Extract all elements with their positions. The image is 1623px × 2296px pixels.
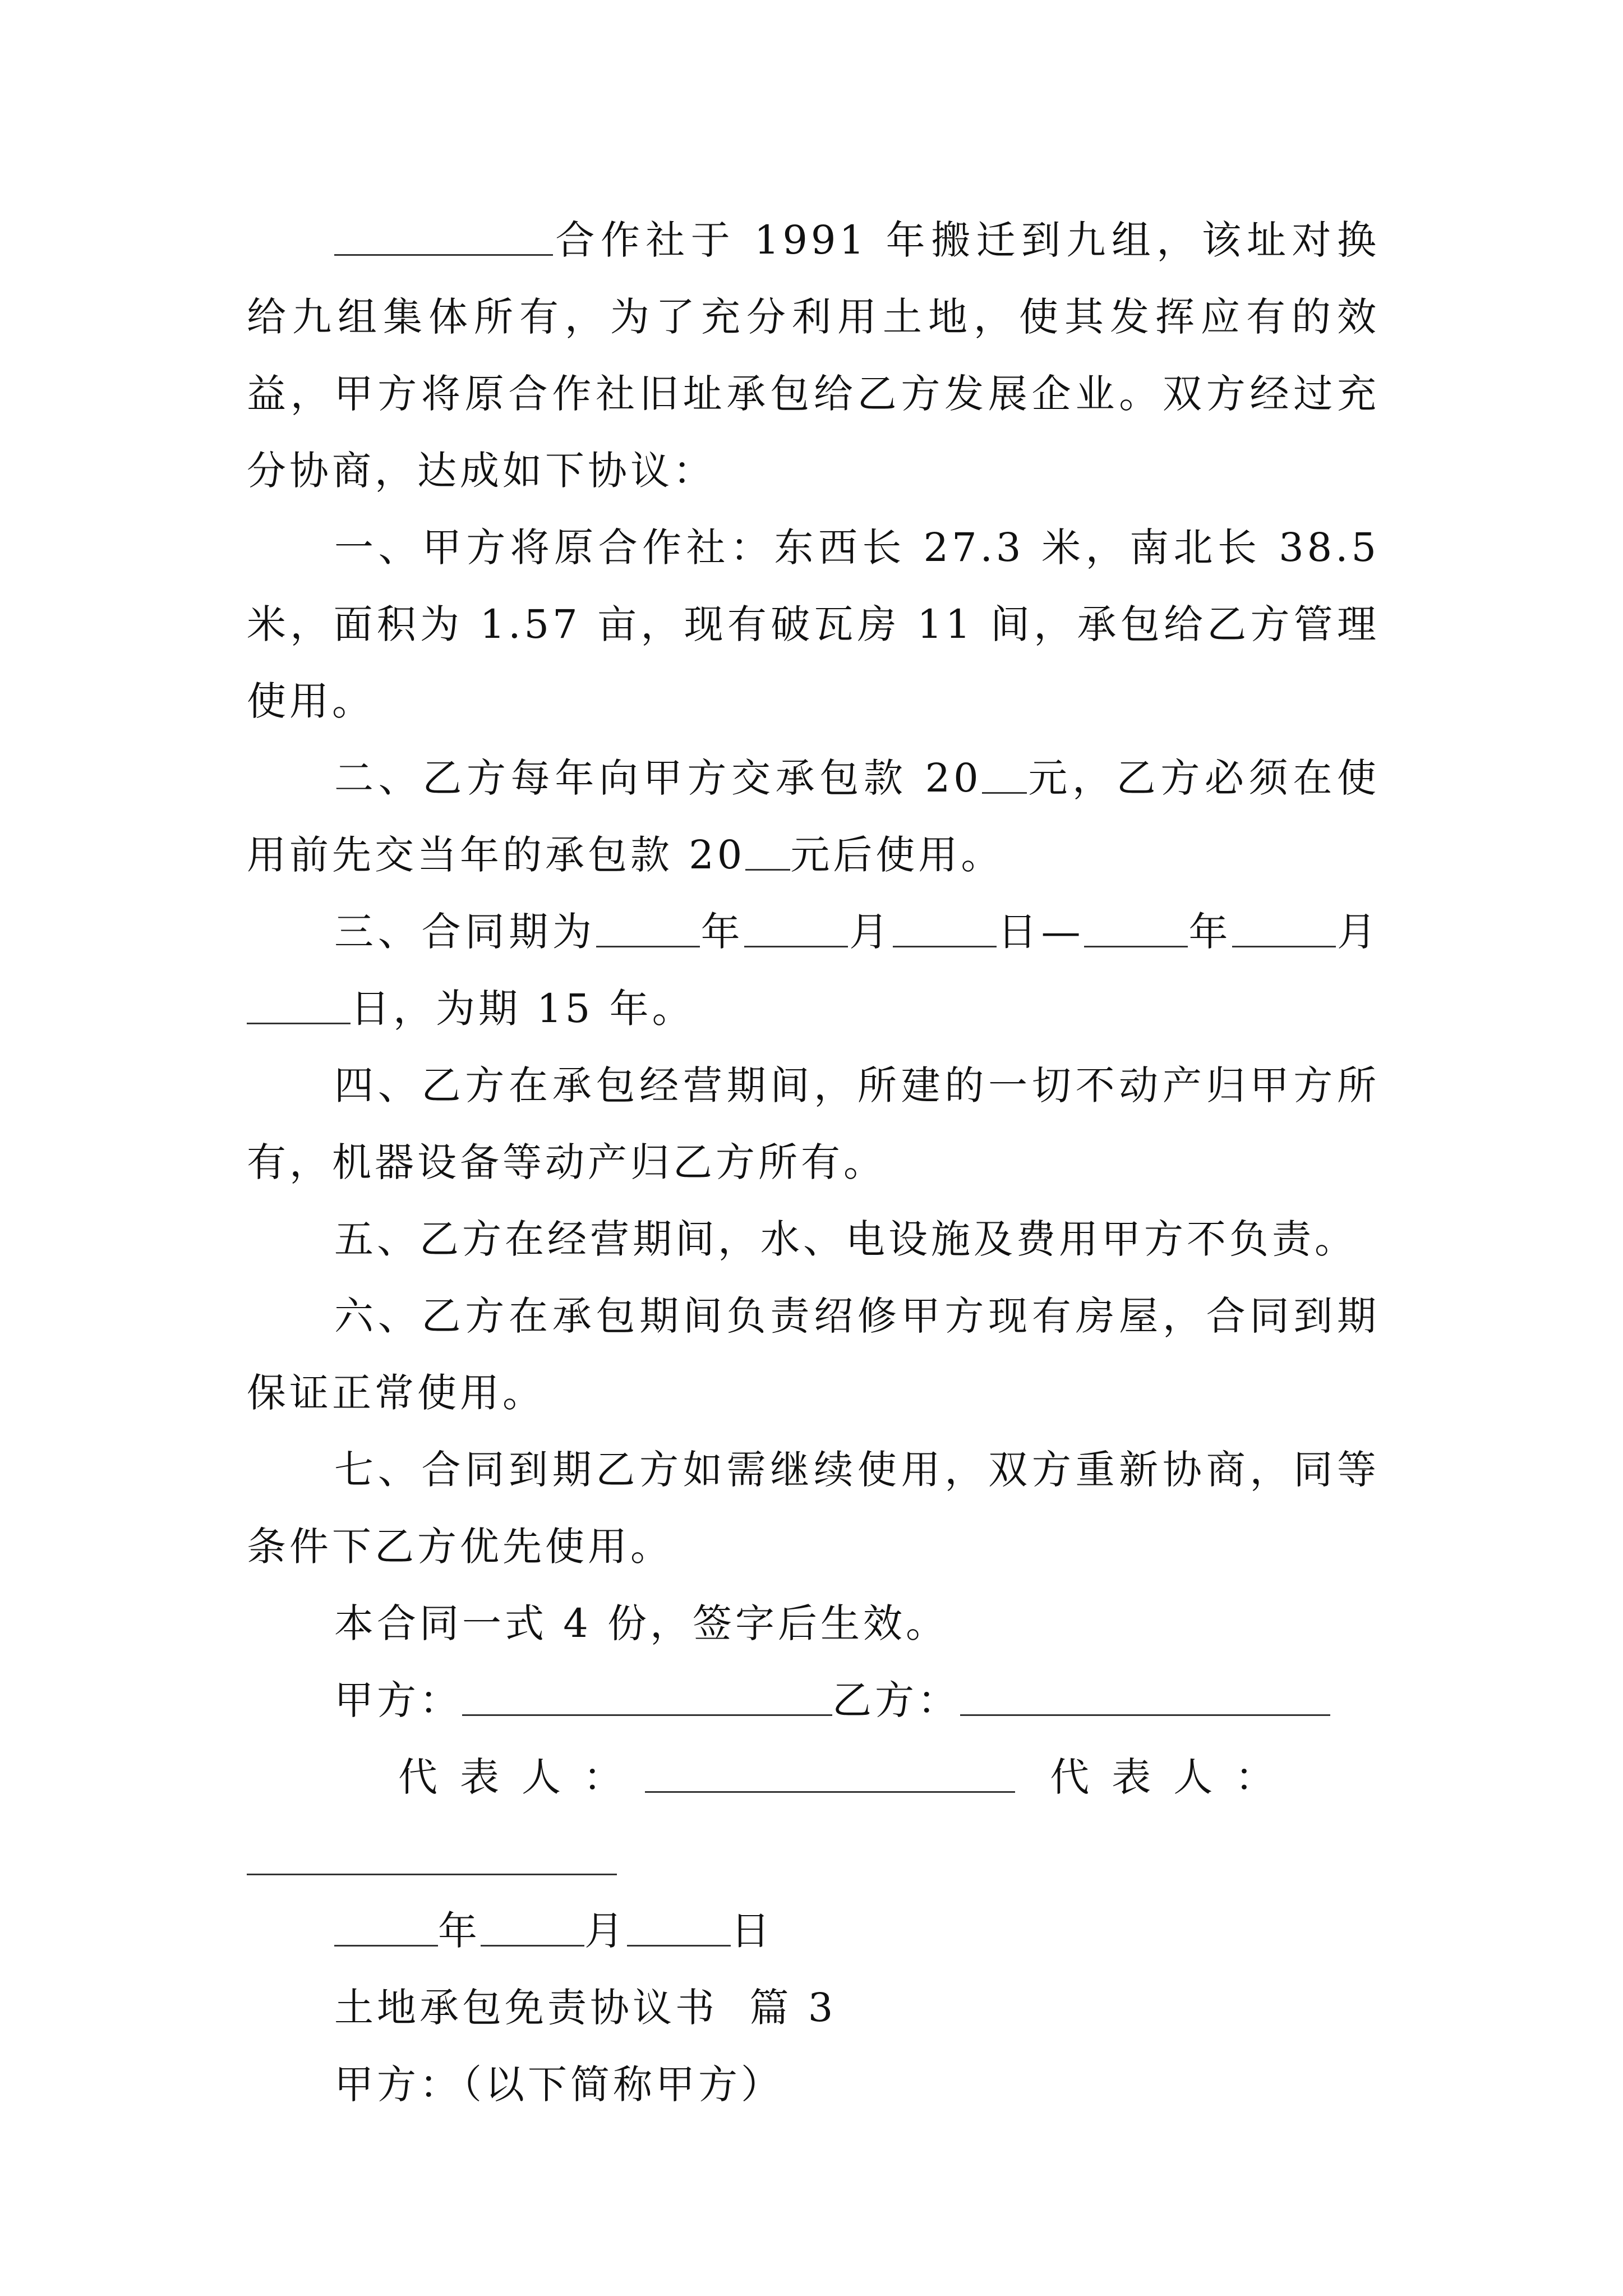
party-a-label: 甲方： (334, 1677, 462, 1723)
start-month-blank (744, 910, 848, 947)
intro-text: 合作社于 1991 年搬迁到九组，该址对换给九组集体所有，为了充分利用土地，使其发挥应有的效益，甲方将原合作社旧址承包给乙方发展企业。双方经过充分协商，达成如下协议： (247, 217, 1380, 494)
party-b-rep-blank (247, 1838, 617, 1875)
sign-month-label: 月 (584, 1908, 627, 1954)
start-day-blank (893, 910, 997, 947)
representative-row (247, 1739, 1380, 1816)
sign-day-blank (627, 1910, 731, 1947)
party-b-label: 乙方： (832, 1677, 960, 1723)
clause-2-part-b: 元，乙方必须在使用前先交当年的承包款 20 (247, 755, 1380, 878)
party-a-blank (462, 1679, 832, 1716)
clause-7: 七、合同到期乙方如需继续使用，双方重新协商，同等条件下乙方优先使用。 (247, 1447, 1380, 1570)
clause-3-label: 三、合同期为 (334, 909, 596, 955)
end-month-blank-a (1232, 910, 1336, 947)
party-a-rep-blank (645, 1756, 1015, 1793)
clause-2 (247, 740, 1380, 894)
document-body (247, 202, 1380, 2123)
party-b-rep-line (247, 1816, 1380, 1893)
sign-day-label: 日 (731, 1908, 773, 1954)
clause-6: 六、乙方在承包期间负责绍修甲方现有房屋，合同到期保证正常使用。 (247, 1293, 1380, 1416)
clause-1: 一、甲方将原合作社：东西长 27.3 米，南北长 38.5 米，面积为 1.57 亩，现有破瓦房 11 间，承包给乙方管理使用。 (247, 524, 1380, 724)
clause-5: 五、乙方在经营期间，水、电设施及费用甲方不负责。 (334, 1216, 1357, 1262)
start-day-label: 日— (997, 909, 1084, 955)
sign-year-label: 年 (438, 1908, 481, 1954)
fee-blank-1 (982, 757, 1027, 794)
start-month-label: 月 (848, 909, 893, 955)
clause-2-part-a: 二、乙方每年向甲方交承包款 20 (334, 755, 982, 801)
sign-month-blank (481, 1910, 584, 1947)
copies-clause: 本合同一式 4 份，签字后生效。 (334, 1600, 949, 1646)
end-month-label: 月 (1336, 909, 1380, 955)
intro-paragraph (247, 202, 1380, 509)
party-signature-row (247, 1662, 1380, 1739)
party-b-blank (960, 1679, 1330, 1716)
start-year-label: 年 (699, 909, 745, 955)
cooperative-name-blank (334, 219, 553, 256)
next-section-title: 土地承包免责协议书 篇 3 (334, 1985, 837, 2031)
end-year-label: 年 (1187, 909, 1233, 955)
signing-date (247, 1893, 1380, 1970)
start-year-blank (596, 910, 700, 947)
party-b-rep-label: 代表人： (1050, 1754, 1297, 1800)
sign-year-blank (334, 1910, 438, 1947)
end-day-blank (247, 987, 351, 1024)
clause-3 (247, 894, 1380, 1047)
party-a-rep-label: 代表人： (398, 1754, 645, 1800)
clause-2-part-c: 元后使用。 (790, 832, 1004, 878)
next-section-party-a: 甲方：（以下简称甲方） (334, 2062, 783, 2108)
fee-blank-2 (745, 834, 790, 871)
clause-3-end: 日，为期 15 年。 (351, 986, 695, 1032)
end-year-blank (1084, 910, 1188, 947)
clause-4: 四、乙方在承包经营期间，所建的一切不动产归甲方所有，机器设备等动产归乙方所有。 (247, 1062, 1380, 1185)
